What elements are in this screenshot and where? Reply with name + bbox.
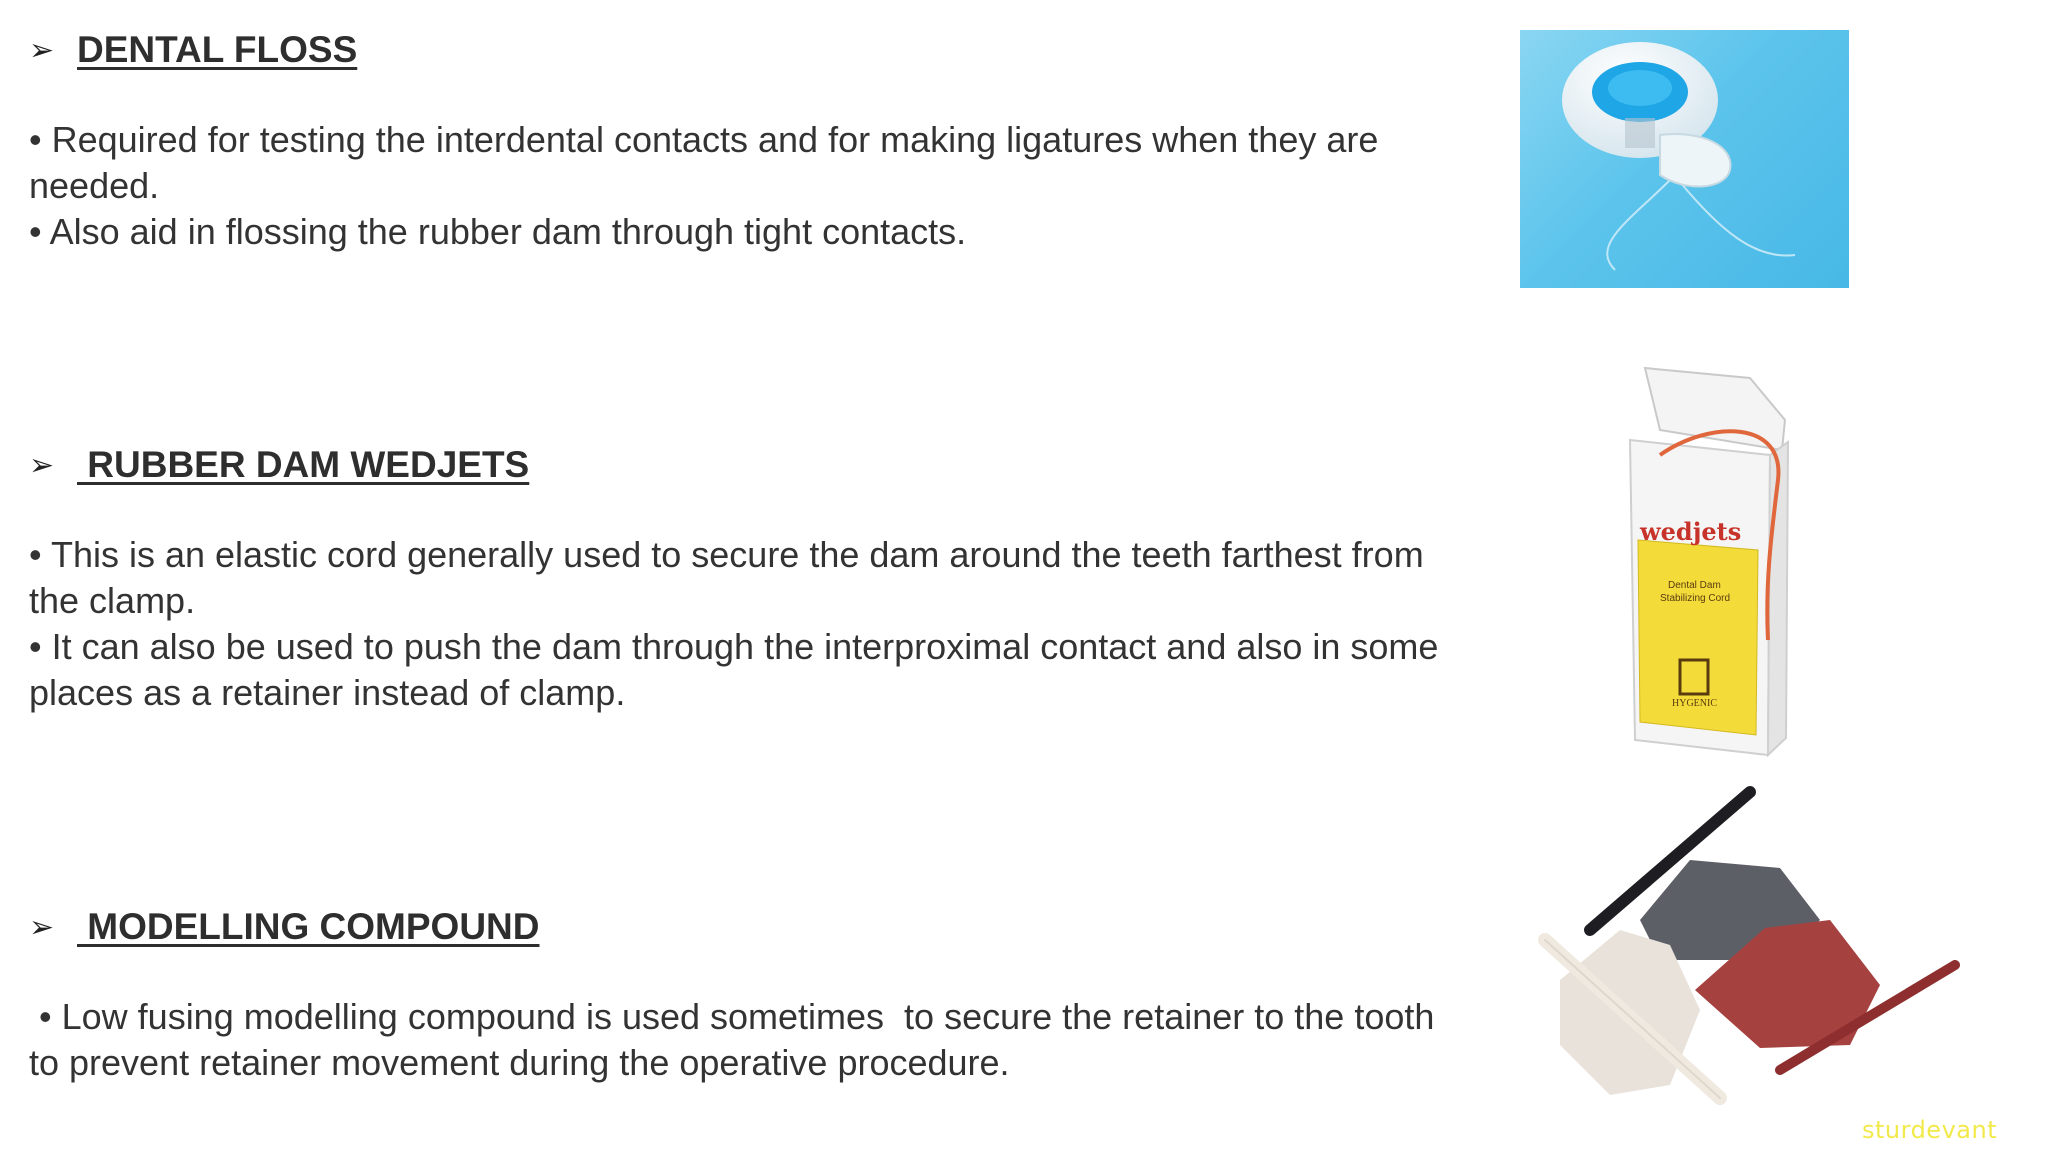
modelling-compound-illustration (1530, 780, 1970, 1110)
wedjets-label-line1: Dental Dam (1668, 580, 1721, 591)
wedjets-brand-text: wedjets (1640, 517, 1742, 546)
section-body (29, 532, 1459, 716)
heading-modelling-compound: MODELLING COMPOUND (77, 906, 540, 947)
bullet-text: • Required for testing the interdental contacts and for making ligatures when they are needed. (29, 119, 1379, 206)
bullet-text: • This is an elastic cord generally used to secure the dam around the teeth farthest from the clamp. (29, 534, 1424, 621)
dental-floss-image (1520, 30, 1849, 288)
wedjets-box-image (1600, 360, 1820, 770)
section-rubber-dam-wedjets (29, 440, 1459, 716)
heading-rubber-dam-wedjets: RUBBER DAM WEDJETS (77, 444, 530, 485)
bullet-text: • It can also be used to push the dam through the interproximal contact and also in some places as a retainer instead of clamp. (29, 626, 1439, 713)
arrowhead-bullet-icon: ➢ (29, 909, 55, 945)
section-dental-floss (29, 25, 1459, 255)
arrowhead-bullet-icon: ➢ (29, 32, 55, 68)
wedjets-maker-text: HYGENIC (1672, 698, 1717, 709)
arrowhead-bullet-icon: ➢ (29, 447, 55, 483)
wedjets-label-line2: Stabilizing Cord (1660, 593, 1731, 604)
section-heading (29, 25, 1459, 75)
wedjets-box-illustration (1600, 360, 1820, 770)
section-body (29, 117, 1459, 255)
section-modelling-compound (29, 902, 1459, 1086)
floss-dispenser-illustration (1520, 30, 1849, 288)
section-heading (29, 902, 1459, 952)
section-body (29, 994, 1459, 1086)
heading-dental-floss: DENTAL FLOSS (77, 29, 358, 70)
bullet-text: • Low fusing modelling compound is used sometimes to secure the retainer to the tooth to prevent retainer movement during the operative procedure. (29, 996, 1445, 1083)
watermark-text: sturdevant (1862, 1116, 1998, 1144)
modelling-compound-image (1530, 780, 1970, 1110)
bullet-text: • Also aid in flossing the rubber dam through tight contacts. (29, 211, 967, 252)
section-heading (29, 440, 1459, 490)
